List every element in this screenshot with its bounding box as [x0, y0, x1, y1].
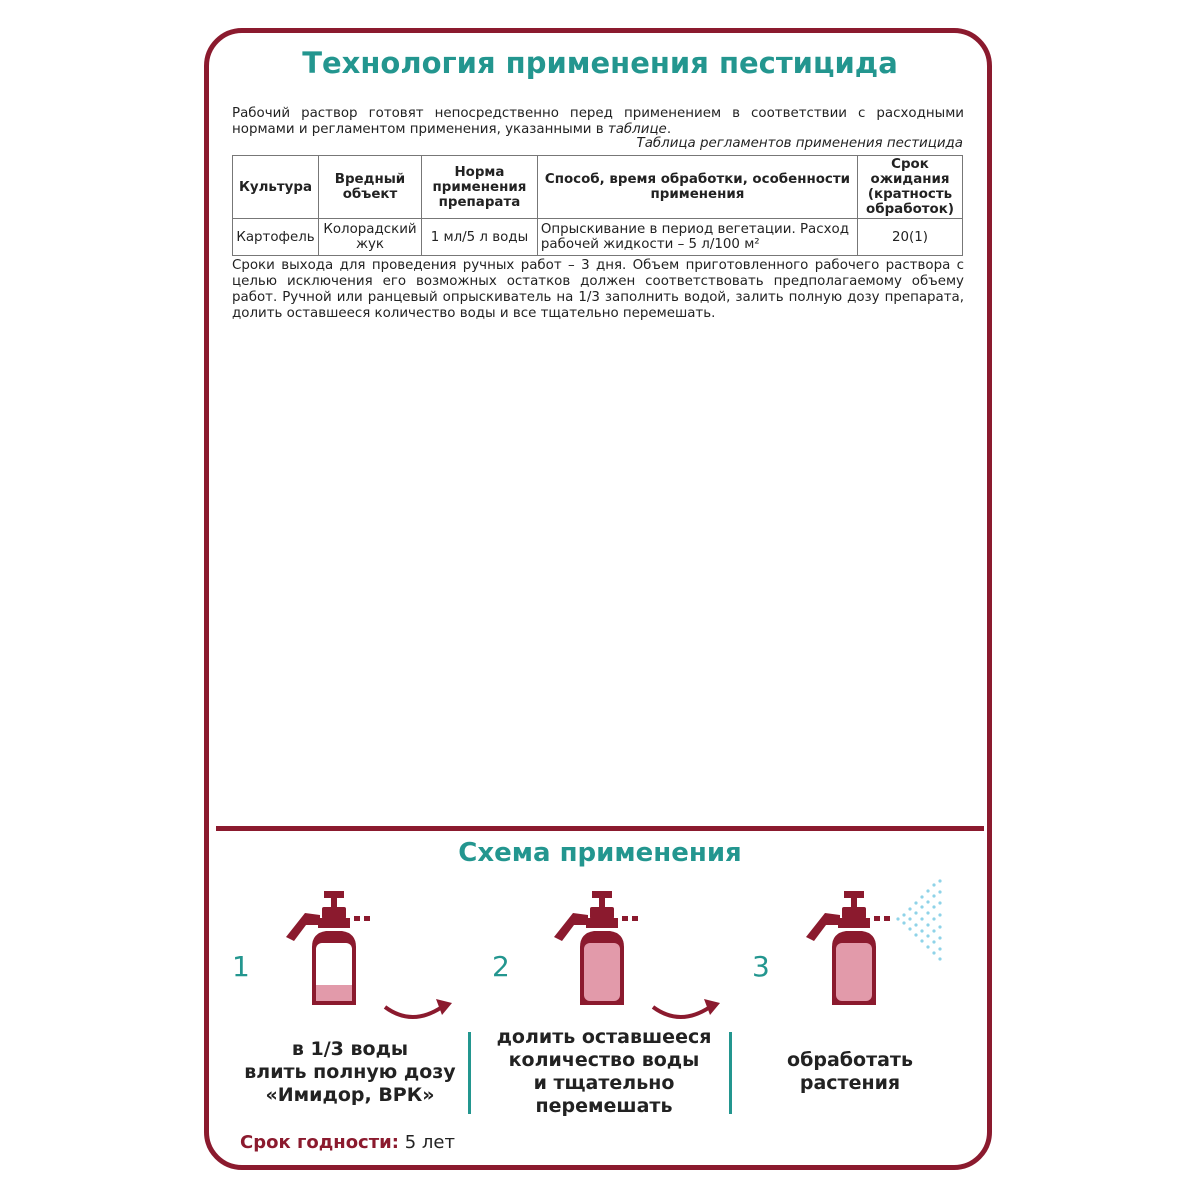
- step-separator: [729, 1032, 732, 1114]
- spray-mist-icon: [896, 879, 941, 960]
- step-text-line: обработать: [787, 1049, 913, 1071]
- step-text-line: в 1/3 воды: [291, 1038, 409, 1060]
- step-text-line: количество воды: [508, 1049, 700, 1071]
- sprayer-spray-icon: [800, 875, 950, 1010]
- step-text-line: долить оставшееся: [496, 1026, 712, 1048]
- shelf-life-value: 5 лет: [404, 1132, 455, 1153]
- table-cell: 1 мл/5 л воды: [421, 219, 537, 256]
- table-header-row: [233, 156, 963, 219]
- table-cell: Опрыскивание в период вегетации. Расход рабочей жидкости – 5 л/100 м²: [537, 219, 857, 256]
- sprayer-full-icon: [548, 885, 648, 1010]
- shelf-life-label: Срок годности:: [240, 1132, 399, 1153]
- table-header-cell: Норма применения препарата: [421, 156, 537, 219]
- step-text-line: растения: [799, 1072, 901, 1094]
- step-text-line: влить полную дозу: [244, 1061, 456, 1083]
- step-1-text: [230, 1038, 470, 1107]
- shelf-life: [240, 1132, 455, 1153]
- application-notes: Сроки выхода для проведения ручных работ – 3 дня. Объем приготовленного рабочего раствора с целью исключения его возможных остатков должен соответствовать предполагаемому объему работ. Ручной или ранцевый опрыскиватель на 1/3 заполнить водой, залить полную дозу препарата, долить оставшееся количество воды и все тщательно перемешать.: [232, 258, 964, 321]
- regulations-table: [232, 155, 963, 256]
- step-number: 3: [752, 950, 770, 983]
- arrow-right-icon: [650, 995, 725, 1025]
- table-cell: Картофель: [233, 219, 319, 256]
- sprayer-partial-icon: [280, 885, 380, 1010]
- table-row: [233, 219, 963, 256]
- section-divider: [216, 826, 984, 831]
- table-caption: Таблица регламентов применения пестицида: [636, 136, 963, 151]
- table-header-cell: Культура: [233, 156, 319, 219]
- scheme-title: Схема применения: [458, 838, 742, 868]
- intro-text: Рабочий раствор готовят непосредственно перед применением в соответствии с расходными нормами и регламентом применения, указанными в таблице.: [232, 106, 964, 137]
- step-text-line: перемешать: [535, 1095, 673, 1117]
- table-cell: Колорадский жук: [318, 219, 421, 256]
- step-3-text: [740, 1049, 960, 1095]
- table-header-cell: Срок ожидания (кратность обработок): [858, 156, 963, 219]
- step-text-line: «Имидор, ВРК»: [265, 1084, 435, 1106]
- table-header-cell: Способ, время обработки, особенности применения: [537, 156, 857, 219]
- page-title: Технология применения пестицида: [302, 46, 898, 80]
- step-number: 2: [492, 950, 510, 983]
- step-number: 1: [232, 950, 250, 983]
- table-header-cell: Вредный объект: [318, 156, 421, 219]
- table-cell: 20(1): [858, 219, 963, 256]
- step-2-text: [474, 1026, 734, 1118]
- arrow-right-icon: [382, 995, 457, 1025]
- step-text-line: и тщательно: [533, 1072, 675, 1094]
- step-separator: [468, 1032, 471, 1114]
